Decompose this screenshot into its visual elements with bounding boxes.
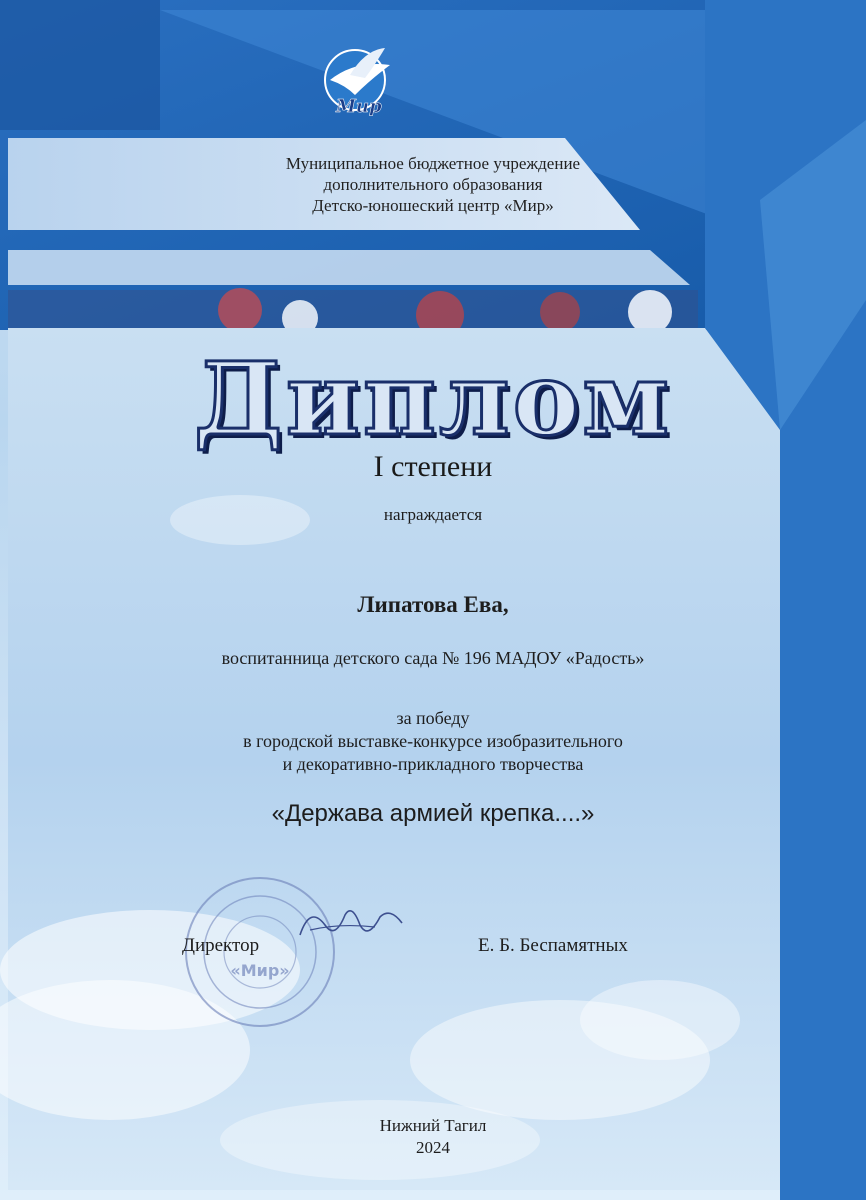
awarded-label: награждается <box>383 505 483 524</box>
contest-name: «Держава армией крепка....» <box>271 800 595 827</box>
city-and-year <box>0 1115 866 1159</box>
logo-text: Мир <box>336 96 382 117</box>
org-line-1: Муниципальное бюджетное учреждение <box>285 154 581 173</box>
reason-line-1: за победу <box>396 708 470 728</box>
org-line-2: дополнительного образования <box>323 175 543 194</box>
degree-label: I степени <box>373 450 493 483</box>
recipient-name: Липатова Ева, <box>357 592 509 617</box>
recipient-description: воспитанница детского сада № 196 МАДОУ «Радость» <box>221 648 645 668</box>
director-role: Директор <box>182 935 260 956</box>
year: 2024 <box>416 1138 450 1157</box>
diploma-title: Диплом <box>193 340 673 458</box>
reason-line-2: в городской выставке-конкурсе изобразительного <box>243 731 623 751</box>
director-name: Е. Б. Беспамятных <box>478 935 628 956</box>
award-reason <box>0 707 866 776</box>
reason-line-3: и декоративно-прикладного творчества <box>282 754 584 774</box>
org-line-3: Детско-юношеский центр «Мир» <box>312 196 554 215</box>
director-signature <box>290 895 410 955</box>
svg-text:«Мир»: «Мир» <box>230 961 290 980</box>
city-name: Нижний Тагил <box>379 1116 487 1135</box>
